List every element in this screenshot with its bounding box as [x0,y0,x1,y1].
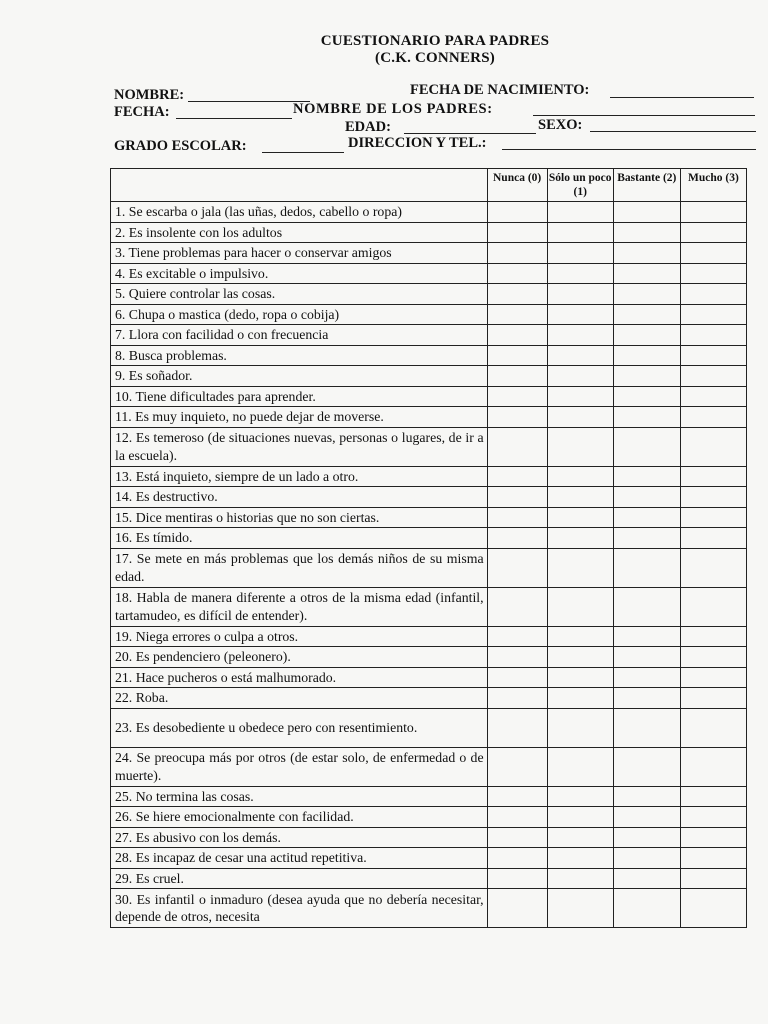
rating-cell-mucho[interactable] [680,747,746,786]
item-text: 21. Hace pucheros o está malhumorado. [111,667,488,688]
rating-cell-nunca[interactable] [487,807,547,828]
rating-cell-bastante[interactable] [613,528,680,549]
rating-cell-solo-un-poco[interactable] [547,747,613,786]
table-row [111,587,747,626]
rating-cell-mucho[interactable] [680,466,746,487]
item-text: 20. Es pendenciero (peleonero). [111,647,488,668]
table-row [111,466,747,487]
item-text: 23. Es desobediente u obedece pero con resentimiento. [111,708,488,747]
rating-cell-bastante[interactable] [613,848,680,869]
rating-cell-bastante[interactable] [613,807,680,828]
rating-cell-solo-un-poco[interactable] [547,386,613,407]
rating-cell-solo-un-poco[interactable] [547,848,613,869]
rating-cell-nunca[interactable] [487,507,547,528]
rating-cell-mucho[interactable] [680,786,746,807]
rating-cell-mucho[interactable] [680,528,746,549]
table-row [111,487,747,508]
rating-cell-bastante[interactable] [613,868,680,889]
sexo-line[interactable] [590,131,756,132]
rating-cell-mucho[interactable] [680,708,746,747]
item-text: 8. Busca problemas. [111,345,488,366]
table-row [111,528,747,549]
rating-cell-solo-un-poco[interactable] [547,222,613,243]
rating-cell-bastante[interactable] [613,827,680,848]
rating-cell-solo-un-poco[interactable] [547,708,613,747]
rating-cell-solo-un-poco[interactable] [547,345,613,366]
table-row [111,366,747,387]
rating-cell-mucho[interactable] [680,325,746,346]
item-text: 19. Niega errores o culpa a otros. [111,626,488,647]
table-row [111,548,747,587]
rating-cell-bastante[interactable] [613,466,680,487]
item-text: 22. Roba. [111,688,488,709]
rating-cell-bastante[interactable] [613,304,680,325]
direccion-label: DIRECCION Y TEL.: [348,135,487,151]
item-text: 15. Dice mentiras o historias que no son ciertas. [111,507,488,528]
table-row [111,407,747,428]
item-text: 14. Es destructivo. [111,487,488,508]
table-row [111,427,747,466]
direccion-line[interactable] [502,149,756,150]
table-row [111,284,747,305]
grado-escolar-label: GRADO ESCOLAR: [114,138,247,154]
rating-cell-nunca[interactable] [487,284,547,305]
table-row [111,507,747,528]
rating-cell-bastante[interactable] [613,243,680,264]
item-text: 17. Se mete en más problemas que los demás niños de su misma edad. [111,548,488,587]
table-row [111,243,747,264]
header-item-cell [111,169,488,202]
rating-cell-solo-un-poco[interactable] [547,587,613,626]
rating-cell-solo-un-poco[interactable] [547,807,613,828]
rating-cell-solo-un-poco[interactable] [547,688,613,709]
rating-cell-solo-un-poco[interactable] [547,647,613,668]
rating-cell-bastante[interactable] [613,345,680,366]
header-mucho: Mucho (3) [680,169,746,202]
rating-cell-mucho[interactable] [680,667,746,688]
rating-cell-mucho[interactable] [680,548,746,587]
rating-cell-nunca[interactable] [487,848,547,869]
item-text: 25. No termina las cosas. [111,786,488,807]
rating-cell-solo-un-poco[interactable] [547,786,613,807]
form-title: CUESTIONARIO PARA PADRES [320,33,550,49]
table-row [111,708,747,747]
rating-cell-solo-un-poco[interactable] [547,466,613,487]
rating-cell-nunca[interactable] [487,747,547,786]
rating-cell-nunca[interactable] [487,345,547,366]
rating-cell-solo-un-poco[interactable] [547,427,613,466]
rating-cell-bastante[interactable] [613,708,680,747]
rating-cell-solo-un-poco[interactable] [547,263,613,284]
rating-cell-bastante[interactable] [613,548,680,587]
rating-cell-nunca[interactable] [487,647,547,668]
rating-cell-nunca[interactable] [487,243,547,264]
rating-cell-bastante[interactable] [613,222,680,243]
rating-cell-mucho[interactable] [680,848,746,869]
form-subtitle: (C.K. CONNERS) [375,50,495,66]
rating-cell-nunca[interactable] [487,688,547,709]
rating-cell-mucho[interactable] [680,647,746,668]
rating-cell-solo-un-poco[interactable] [547,889,613,928]
rating-cell-nunca[interactable] [487,868,547,889]
fecha-label: FECHA: [114,104,170,120]
rating-cell-solo-un-poco[interactable] [547,507,613,528]
rating-cell-mucho[interactable] [680,807,746,828]
item-text: 26. Se hiere emocionalmente con facilidad. [111,807,488,828]
item-text: 1. Se escarba o jala (las uñas, dedos, cabello o ropa) [111,202,488,223]
edad-line[interactable] [404,133,536,134]
grado-escolar-line[interactable] [262,152,344,153]
rating-cell-nunca[interactable] [487,548,547,587]
rating-cell-bastante[interactable] [613,747,680,786]
sexo-label: SEXO: [538,117,583,133]
rating-cell-nunca[interactable] [487,304,547,325]
rating-cell-solo-un-poco[interactable] [547,202,613,223]
rating-cell-nunca[interactable] [487,528,547,549]
nombre-label: NOMBRE: [114,87,185,103]
rating-cell-solo-un-poco[interactable] [547,528,613,549]
rating-cell-mucho[interactable] [680,366,746,387]
rating-cell-bastante[interactable] [613,587,680,626]
rating-cell-bastante[interactable] [613,202,680,223]
table-row [111,889,747,928]
table-row [111,848,747,869]
rating-cell-solo-un-poco[interactable] [547,325,613,346]
item-text: 9. Es soñador. [111,366,488,387]
rating-cell-nunca[interactable] [487,263,547,284]
rating-cell-nunca[interactable] [487,427,547,466]
rating-cell-mucho[interactable] [680,587,746,626]
rating-cell-nunca[interactable] [487,407,547,428]
rating-cell-bastante[interactable] [613,507,680,528]
rating-cell-solo-un-poco[interactable] [547,667,613,688]
table-row [111,304,747,325]
item-text: 10. Tiene dificultades para aprender. [111,386,488,407]
table-row [111,386,747,407]
rating-cell-bastante[interactable] [613,325,680,346]
rating-cell-bastante[interactable] [613,284,680,305]
rating-cell-nunca[interactable] [487,222,547,243]
item-text: 30. Es infantil o inmaduro (desea ayuda que no debería necesitar, depende de otros, necesita [111,889,488,928]
table-row [111,647,747,668]
rating-cell-nunca[interactable] [487,708,547,747]
rating-cell-mucho[interactable] [680,304,746,325]
table-row [111,747,747,786]
nombre-padres-label: NOMBRE DE LOS PADRES: [293,101,493,117]
item-text: 16. Es tímido. [111,528,488,549]
rating-cell-nunca[interactable] [487,827,547,848]
table-row [111,345,747,366]
table-row [111,827,747,848]
header-bastante: Bastante (2) [613,169,680,202]
rating-cell-solo-un-poco[interactable] [547,243,613,264]
item-text: 13. Está inquieto, siempre de un lado a otro. [111,466,488,487]
rating-cell-mucho[interactable] [680,688,746,709]
rating-cell-bastante[interactable] [613,889,680,928]
header-nunca: Nunca (0) [487,169,547,202]
rating-cell-nunca[interactable] [487,889,547,928]
rating-cell-mucho[interactable] [680,427,746,466]
table-row [111,688,747,709]
table-row [111,263,747,284]
rating-cell-mucho[interactable] [680,827,746,848]
item-text: 6. Chupa o mastica (dedo, ropa o cobija) [111,304,488,325]
rating-cell-mucho[interactable] [680,222,746,243]
header-solo-un-poco: Sólo un poco (1) [547,169,613,202]
rating-cell-nunca[interactable] [487,667,547,688]
rating-cell-mucho[interactable] [680,263,746,284]
rating-cell-mucho[interactable] [680,243,746,264]
item-text: 5. Quiere controlar las cosas. [111,284,488,305]
rating-cell-nunca[interactable] [487,366,547,387]
rating-cell-nunca[interactable] [487,466,547,487]
nombre-padres-line[interactable] [533,115,755,116]
rating-cell-bastante[interactable] [613,786,680,807]
table-row [111,222,747,243]
table-row [111,202,747,223]
rating-cell-solo-un-poco[interactable] [547,407,613,428]
item-text: 29. Es cruel. [111,868,488,889]
item-text: 18. Habla de manera diferente a otros de la misma edad (infantil, tartamudeo, es difícil de entender). [111,587,488,626]
rating-cell-nunca[interactable] [487,626,547,647]
rating-cell-bastante[interactable] [613,407,680,428]
rating-cell-nunca[interactable] [487,587,547,626]
rating-cell-solo-un-poco[interactable] [547,284,613,305]
table-row [111,807,747,828]
rating-cell-mucho[interactable] [680,345,746,366]
edad-label: EDAD: [345,119,391,135]
rating-cell-mucho[interactable] [680,626,746,647]
fecha-nacimiento-line[interactable] [610,97,754,98]
rating-cell-solo-un-poco[interactable] [547,487,613,508]
fecha-nacimiento-label: FECHA DE NACIMIENTO: [410,82,590,98]
header-row [111,169,747,202]
rating-cell-bastante[interactable] [613,427,680,466]
item-text: 3. Tiene problemas para hacer o conservar amigos [111,243,488,264]
rating-cell-solo-un-poco[interactable] [547,366,613,387]
rating-cell-mucho[interactable] [680,407,746,428]
rating-cell-mucho[interactable] [680,889,746,928]
rating-cell-solo-un-poco[interactable] [547,548,613,587]
rating-cell-bastante[interactable] [613,626,680,647]
items-body [111,202,747,928]
rating-cell-bastante[interactable] [613,386,680,407]
rating-cell-mucho[interactable] [680,507,746,528]
item-text: 12. Es temeroso (de situaciones nuevas, personas o lugares, de ir a la escuela). [111,427,488,466]
rating-cell-mucho[interactable] [680,487,746,508]
fecha-line[interactable] [176,118,292,119]
rating-cell-bastante[interactable] [613,647,680,668]
item-text: 28. Es incapaz de cesar una actitud repetitiva. [111,848,488,869]
rating-cell-bastante[interactable] [613,667,680,688]
table-row [111,667,747,688]
rating-cell-nunca[interactable] [487,487,547,508]
table-row [111,868,747,889]
rating-cell-mucho[interactable] [680,386,746,407]
rating-cell-mucho[interactable] [680,868,746,889]
item-text: 4. Es excitable o impulsivo. [111,263,488,284]
rating-cell-solo-un-poco[interactable] [547,304,613,325]
rating-cell-mucho[interactable] [680,202,746,223]
nombre-line[interactable] [188,101,310,102]
item-text: 11. Es muy inquieto, no puede dejar de moverse. [111,407,488,428]
table-row [111,325,747,346]
table-row [111,786,747,807]
rating-cell-bastante[interactable] [613,688,680,709]
rating-cell-bastante[interactable] [613,487,680,508]
rating-cell-bastante[interactable] [613,366,680,387]
rating-table [110,168,747,928]
rating-cell-nunca[interactable] [487,386,547,407]
rating-cell-solo-un-poco[interactable] [547,868,613,889]
rating-cell-nunca[interactable] [487,202,547,223]
rating-cell-solo-un-poco[interactable] [547,626,613,647]
table-row [111,626,747,647]
rating-cell-bastante[interactable] [613,263,680,284]
rating-cell-nunca[interactable] [487,786,547,807]
item-text: 7. Llora con facilidad o con frecuencia [111,325,488,346]
rating-cell-solo-un-poco[interactable] [547,827,613,848]
item-text: 27. Es abusivo con los demás. [111,827,488,848]
item-text: 24. Se preocupa más por otros (de estar solo, de enfermedad o de muerte). [111,747,488,786]
rating-cell-mucho[interactable] [680,284,746,305]
rating-cell-nunca[interactable] [487,325,547,346]
item-text: 2. Es insolente con los adultos [111,222,488,243]
